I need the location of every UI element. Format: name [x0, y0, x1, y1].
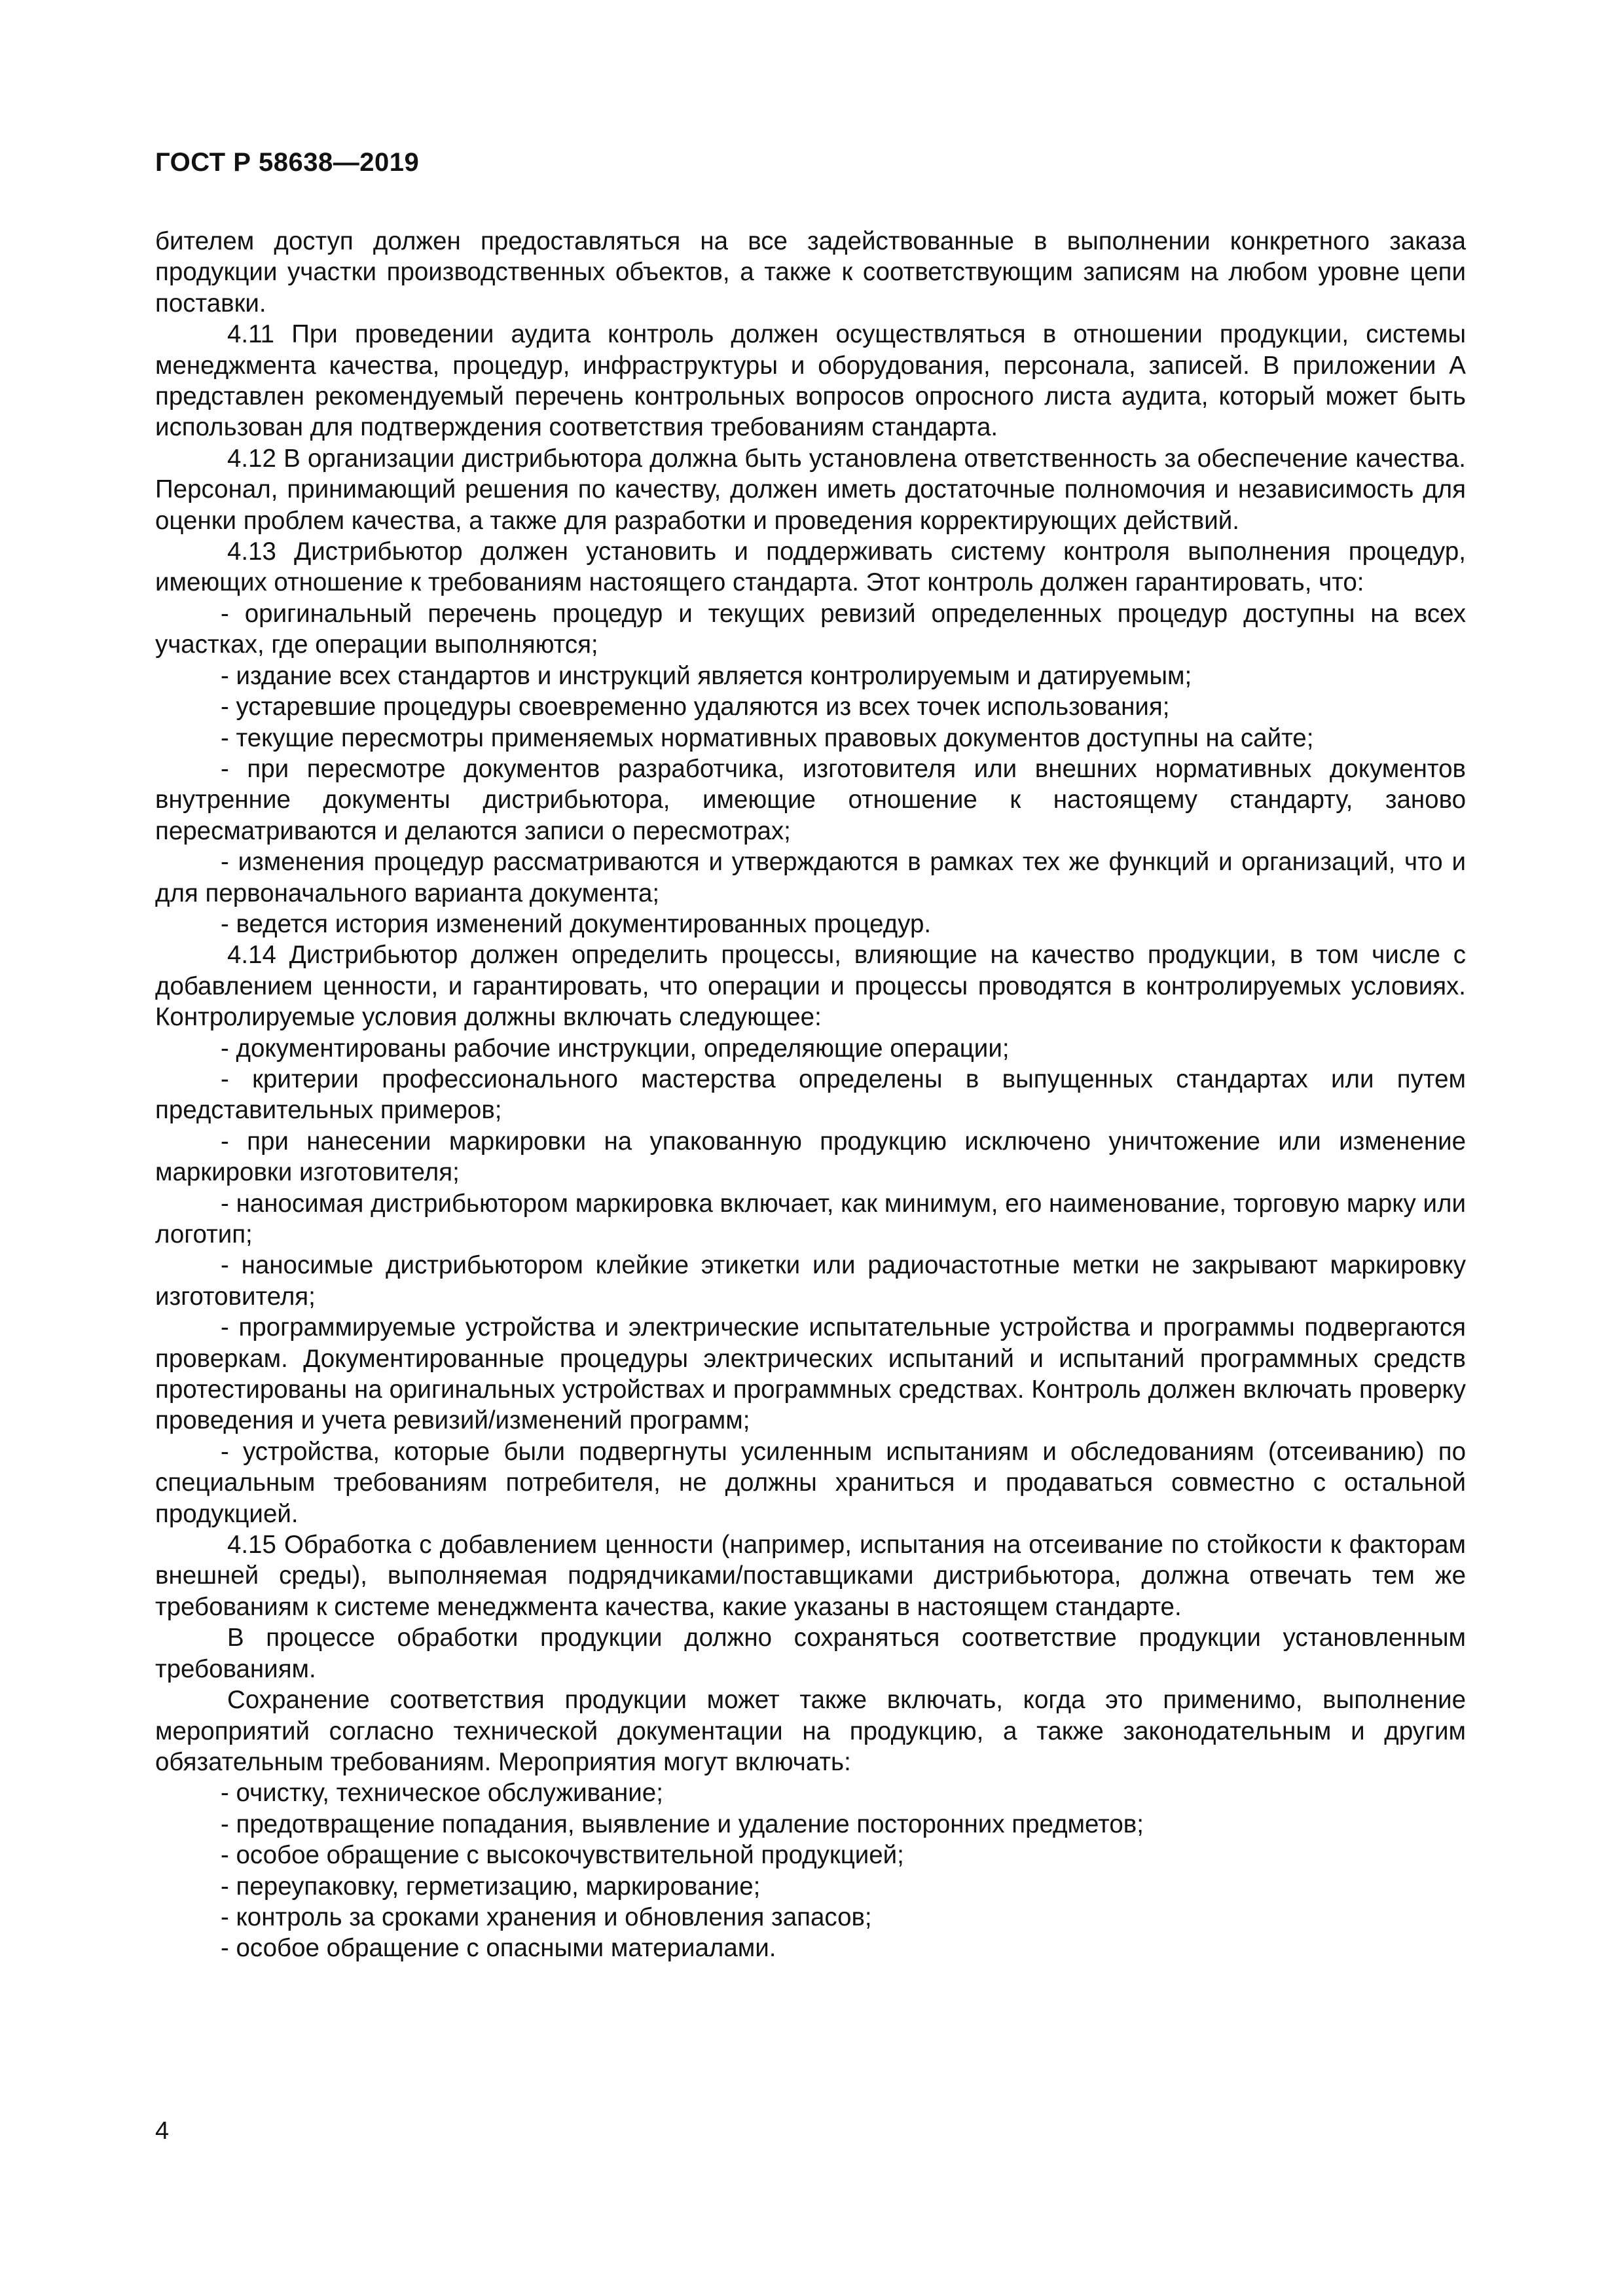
list-item: - переупаковку, герметизацию, маркирование; [221, 1872, 761, 1901]
list-item: - оригинальный перечень процедур и текущих ревизий определенных процедур доступны на всех участках, где операции выполняются; [155, 599, 1466, 659]
list-item: - особое обращение с опасными материалами. [221, 1934, 776, 1963]
list-item: - особое обращение с высокочувствительной продукцией; [221, 1841, 904, 1870]
list-item: - контроль за сроками хранения и обновления запасов; [221, 1903, 872, 1931]
list-item: - программируемые устройства и электрические испытательные устройства и программы подвергаются проверкам. Документированные процедуры электрических испытаний и испытаний программных средств протестированы на оригинальных устройствах и программных средствах. Контроль должен включать проверку проведения и учета ревизий/изменений программ; [155, 1313, 1466, 1435]
paragraph-4-11: 4.11 При проведении аудита контроль должен осуществляться в отношении продукции, системы менеджмента качества, процедур, инфраструктуры и оборудования, персонала, записей. В приложении А представлен рекомендуемый перечень контрольных вопросов опросного листа аудита, который может быть использован для подтверждения соответствия требованиям стандарта. [155, 320, 1466, 442]
document-header-id: ГОСТ Р 58638—2019 [155, 148, 420, 177]
document-body [155, 226, 1466, 1964]
page-number: 4 [155, 2117, 170, 2145]
list-item: - наносимые дистрибьютором клейкие этикетки или радиочастотные метки не закрывают маркировку изготовителя; [155, 1251, 1466, 1311]
paragraph: бителем доступ должен предоставляться на все задействованные в выполнении конкретного заказа продукции участки производственных объектов, а также к соответствующим записям на любом уровне цепи поставки. [155, 227, 1466, 318]
paragraph: В процессе обработки продукции должно сохраняться соответствие продукции установленным требованиям. [155, 1624, 1466, 1683]
list-item: - очистку, техническое обслуживание; [221, 1779, 663, 1808]
list-item: - наносимая дистрибьютором маркировка включает, как минимум, его наименование, торговую марку или логотип; [155, 1189, 1466, 1248]
list-item: - ведется история изменений документированных процедур. [221, 909, 932, 938]
list-item: - предотвращение попадания, выявление и удаление посторонних предметов; [221, 1810, 1144, 1838]
list-item: - издание всех стандартов и инструкций является контролируемым и датируемым; [221, 661, 1192, 690]
paragraph-4-14: 4.14 Дистрибьютор должен определить процессы, влияющие на качество продукции, в том числе с добавлением ценности, и гарантировать, что операции и процессы проводятся в контролируемых условиях. Контролируемые условия должны включать следующее: [155, 941, 1466, 1032]
list-item: - при нанесении маркировки на упакованную продукцию исключено уничтожение или изменение маркировки изготовителя; [155, 1127, 1466, 1187]
paragraph-4-12: 4.12 В организации дистрибьютора должна быть установлена ответственность за обеспечение качества. Персонал, принимающий решения по качеству, должен иметь достаточные полномочия и независимость для оценки проблем качества, а также для разработки и проведения корректирующих действий. [155, 444, 1466, 535]
list-item: - документированы рабочие инструкции, определяющие операции; [221, 1034, 1010, 1063]
paragraph-4-15: 4.15 Обработка с добавлением ценности (например, испытания на отсеивание по стойкости к факторам внешней среды), выполняемая подрядчиками/поставщиками дистрибьютора, должна отвечать тем же требованиям к системе менеджмента качества, какие указаны в настоящем стандарте. [155, 1531, 1466, 1621]
paragraph: Сохранение соответствия продукции может также включать, когда это применимо, выполнение мероприятий согласно технической документации на продукцию, а также законодательным и другим обязательным требованиям. Мероприятия могут включать: [155, 1686, 1466, 1776]
list-item: - при пересмотре документов разработчика, изготовителя или внешних нормативных документов внутренние документы дистрибьютора, имеющие отношение к настоящему стандарту, заново пересматриваются и делаются записи о пересмотрах; [155, 754, 1466, 845]
list-item: - устаревшие процедуры своевременно удаляются из всех точек использования; [221, 693, 1170, 721]
list-item: - устройства, которые были подвергнуты усиленным испытаниям и обследованиям (отсеиванию) по специальным требованиям потребителя, не должны храниться и продаваться совместно с остальной продукцией. [155, 1437, 1466, 1528]
paragraph-4-13: 4.13 Дистрибьютор должен установить и поддерживать систему контроля выполнения процедур, имеющих отношение к требованиям настоящего стандарта. Этот контроль должен гарантировать, что: [155, 538, 1466, 597]
list-item: - текущие пересмотры применяемых нормативных правовых документов доступны на сайте; [221, 723, 1314, 752]
list-item: - изменения процедур рассматриваются и утверждаются в рамках тех же функций и организаций, что и для первоначального варианта документа; [155, 848, 1466, 907]
list-item: - критерии профессионального мастерства определены в выпущенных стандартах или путем представительных примеров; [155, 1065, 1466, 1125]
